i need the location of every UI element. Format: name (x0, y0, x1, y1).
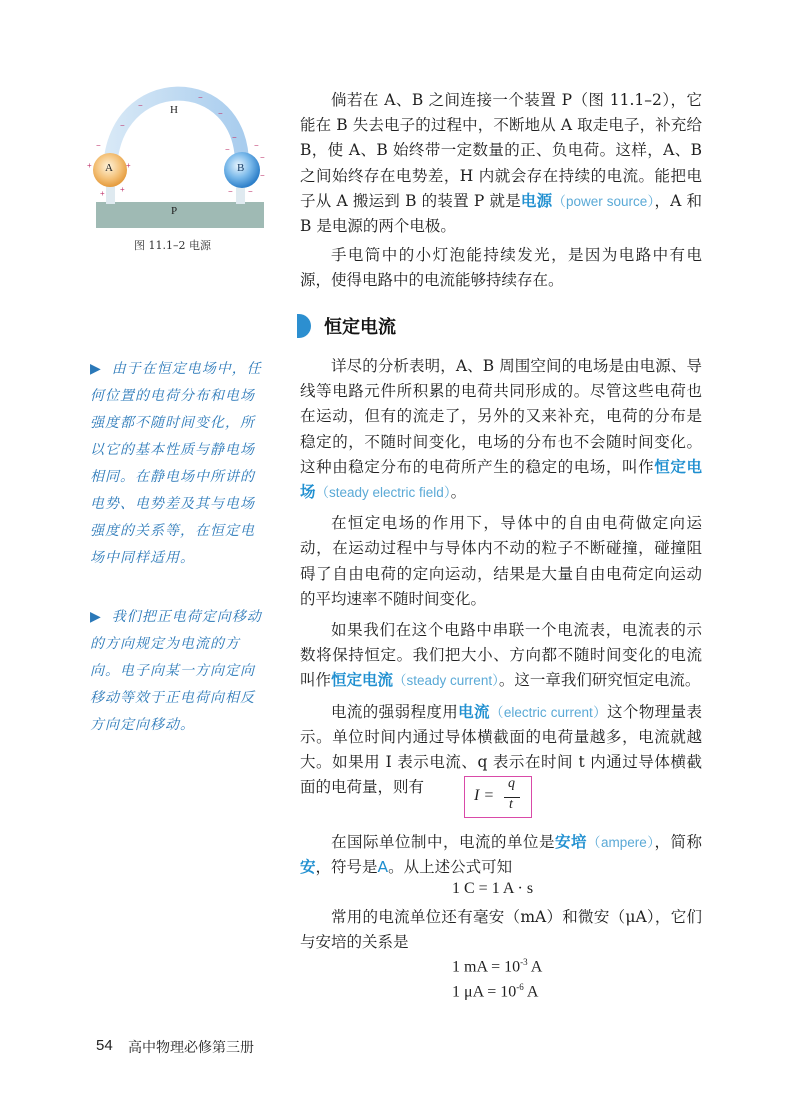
paragraph-current: 电流的强弱程度用电流（electric current）这个物理量表示。单位时间内通过导体横截面的电荷量越多，电流就越大。如果用 I 表示电流、q 表示在时间 t 内通过导体横截面的电荷量，则有 (300, 702, 702, 797)
figure-label-p: P (171, 205, 178, 217)
svg-text:−: − (120, 121, 125, 130)
figure-label-b: B (237, 162, 245, 174)
svg-text:−: − (260, 153, 265, 162)
body-common (300, 905, 702, 955)
term-an: 安 (300, 858, 316, 877)
equation-coulomb: 1 C = 1 A · s (452, 880, 534, 897)
formula-denominator: t (509, 797, 513, 812)
book-title: 高中物理必修第三册 (128, 1040, 254, 1056)
svg-text:−: − (260, 171, 265, 180)
figure-label-h: H (170, 104, 178, 116)
paragraph-power-source: 倘若在 A、B 之间连接一个装置 P（图 11.1–2），它能在 B 失去电子的过程中，不断地从 A 取走电子，补充给 B，使 A、B 始终带一定数量的正、负电荷。这样，A、B 之间始终存在电势差，H 内就会存在持续的电流。能把电子从 A 搬运到 B 的装置 P 就是电源（power source），A 和 B 是电源的两个电极。 (300, 91, 702, 236)
svg-text:−: − (225, 145, 230, 154)
svg-text:+: + (120, 185, 125, 194)
side-note-arrow-icon: ▶ (90, 609, 102, 625)
section-heading (297, 309, 396, 343)
figure-label-a: A (105, 162, 113, 174)
equation-microamp: 1 $\mu A = 10^{-6}$ A (452, 982, 539, 1001)
term-steady-current: 恒定电流 (331, 671, 394, 690)
term-ampere: 安培 (554, 833, 587, 851)
page-number: 54 (96, 1037, 113, 1054)
body-main (300, 354, 702, 800)
body-top (300, 88, 702, 294)
device-p-platform (96, 202, 264, 228)
svg-text:−: − (198, 93, 203, 102)
body-unit (300, 830, 702, 880)
term-power-source: 电源 (520, 191, 553, 210)
figure-caption: 图 11.1–2 电源 (134, 239, 211, 252)
section-marker-icon (297, 314, 311, 338)
svg-text:−: − (218, 109, 223, 118)
svg-text:−: − (228, 187, 233, 196)
side-note-arrow-icon: ▶ (90, 361, 102, 377)
svg-text:+: + (87, 161, 92, 170)
formula-numerator: q (508, 776, 515, 791)
svg-text:−: − (232, 133, 237, 142)
paragraph-steady-field: 详尽的分析表明，A、B 周围空间的电场是由电源、导线等电路元件所积累的电荷共同形成的。尽管这些电荷也在运动，但有的流走了，另外的又来补充，电荷的分布是稳定的，不随时间变化，电场的分布也不会随时间变化。这种由稳定分布的电荷所产生的稳定的电场，叫作恒定电场（steady electric field）。 (300, 357, 702, 502)
paragraph-unit: 在国际单位制中，电流的单位是安培（ampere），简称安，符号是A。从上述公式可知 (300, 833, 702, 877)
svg-text:−: − (254, 141, 259, 150)
svg-text:−: − (248, 187, 253, 196)
side-note-steady-field: ▶ 由于在恒定电场中，任何位置的电荷分布和电场强度都不随时间变化，所以它的基本性质与静电场相同。在静电场中所讲的电势、电势差及其与电场强度的关系等，在恒定电场中同样适用。 (90, 361, 262, 566)
equation-milliamp: 1 mA = $10^{-3}$ A (452, 957, 543, 976)
paragraph-common-units: 常用的电流单位还有毫安（mA）和微安（μA），它们与安培的关系是 (300, 908, 702, 952)
paragraph-flashlight: 手电筒中的小灯泡能持续发光，是因为电路中有电源，使得电路中的电流能够持续存在。 (300, 246, 702, 290)
paragraph-steady-current: 如果我们在这个电路中串联一个电流表，电流表的示数将保持恒定。我们把大小、方向都不随时间变化的电流叫作恒定电流（steady current）。这一章我们研究恒定电流。 (300, 621, 702, 690)
svg-text:+: + (100, 189, 105, 198)
term-electric-current: 电流 (458, 702, 490, 721)
formula-lhs: I = (474, 787, 495, 804)
svg-text:+: + (126, 161, 131, 170)
symbol-a: A (377, 858, 389, 877)
term-steady-field: 恒定电场 (300, 457, 702, 502)
svg-text:−: − (96, 141, 101, 150)
svg-text:−: − (138, 101, 143, 110)
section-title: 恒定电流 (324, 317, 396, 338)
side-note-current-direction: ▶ 我们把正电荷定向移动的方向规定为电流的方向。电子向某一方向定向移动等效于正电荷向相反方向定向移动。 (90, 609, 262, 733)
paragraph-drift: 在恒定电场的作用下，导体中的自由电荷做定向运动，在运动过程中与导体内不动的粒子不断碰撞，碰撞阻碍了自由电荷的定向运动，结果是大量自由电荷定向运动的平均速率不随时间变化。 (300, 514, 702, 608)
